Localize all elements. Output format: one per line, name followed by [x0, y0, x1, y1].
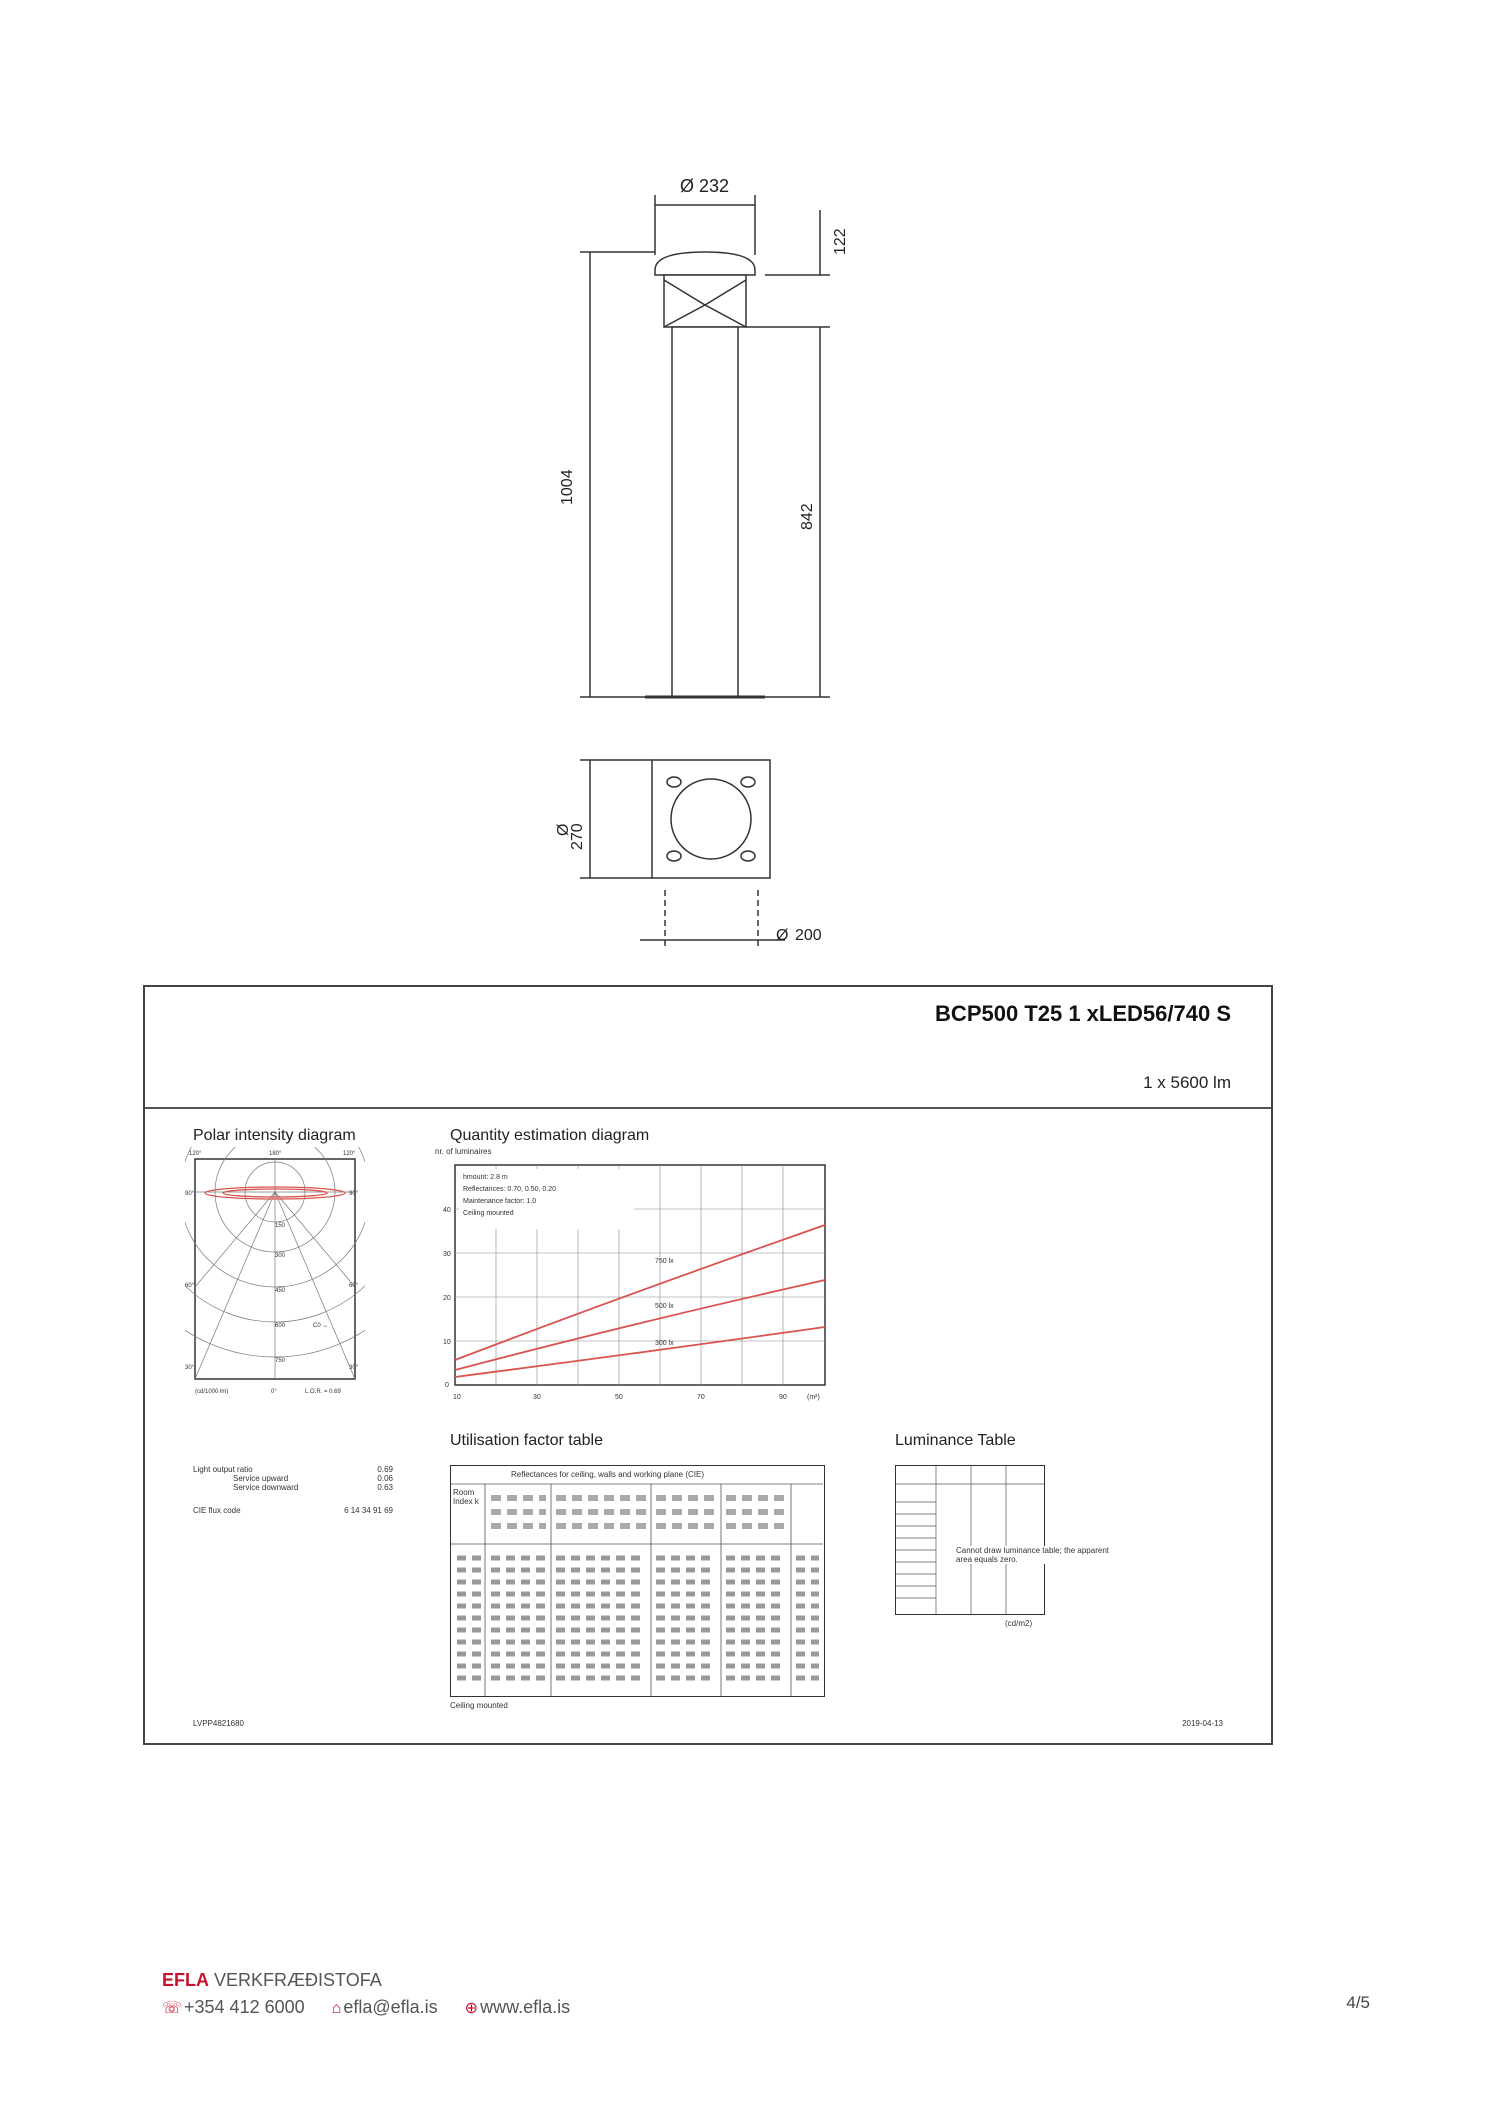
lor-label: Light output ratio — [193, 1465, 253, 1474]
dim-270: 270 — [569, 823, 586, 850]
service-up-row — [193, 1474, 393, 1483]
quantity-xtick-unit: (m²) — [807, 1394, 820, 1401]
uf-header: Reflectances for ceiling, walls and working plane (CIE) — [511, 1470, 704, 1479]
uf-footer: Ceiling mounted — [450, 1701, 508, 1710]
quantity-series-300: 300 lx — [655, 1340, 674, 1347]
datasheet-header — [145, 987, 1271, 1109]
lum-unit: (cd/m2) — [1005, 1619, 1033, 1628]
quantity-xtick-30: 30 — [533, 1394, 541, 1401]
lor-row — [193, 1465, 393, 1474]
polar-ring-2: 300 — [275, 1253, 286, 1259]
footer-phone[interactable]: +354 412 6000 — [184, 1997, 305, 2017]
lum-title: Luminance Table — [895, 1432, 1016, 1449]
product-title: BCP500 T25 1 xLED56/740 S — [935, 1001, 1231, 1026]
dim-842: 842 — [799, 503, 816, 530]
quantity-xtick-90: 90 — [779, 1394, 787, 1401]
quantity-note-4: Ceiling mounted — [463, 1210, 514, 1217]
polar-angle-bl: 30° — [185, 1365, 195, 1371]
lumen-output: 1 x 5600 lm — [1143, 1073, 1231, 1092]
polar-angle-lr: 60° — [349, 1283, 359, 1289]
dim-122: 122 — [832, 228, 849, 255]
sheet-code: LVPP4821680 — [193, 1719, 245, 1728]
polar-intensity-diagram — [185, 1147, 365, 1402]
polar-ring-4: 600 — [275, 1323, 286, 1329]
polar-footer-left: (cd/1000 lm) — [195, 1389, 229, 1395]
dim-200: 200 — [795, 927, 822, 944]
brand-logo: EFLA — [162, 1970, 209, 1990]
polar-angle-top: 180° — [269, 1151, 282, 1157]
dim-270-symbol: Ø — [555, 823, 572, 836]
light-output-block — [193, 1465, 393, 1515]
bollard-dimension-drawing — [540, 160, 880, 990]
quantity-title: Quantity estimation diagram — [450, 1127, 650, 1144]
polar-angle-mr: 90° — [349, 1191, 359, 1197]
service-up-value: 0.06 — [377, 1474, 393, 1483]
quantity-estimation-diagram — [425, 1155, 845, 1405]
quantity-ytick-20: 20 — [443, 1295, 451, 1302]
quantity-note-2: Reflectances: 0.70, 0.50, 0.20 — [463, 1186, 557, 1193]
polar-footer-right: L.O.R. = 0.69 — [305, 1389, 341, 1395]
page-number: 4/5 — [1346, 1993, 1370, 2012]
service-up-label: Service upward — [233, 1474, 289, 1483]
quantity-series-750: 750 lx — [655, 1258, 674, 1265]
quantity-note-1: hmount: 2.8 m — [463, 1174, 508, 1181]
quantity-ytick-40: 40 — [443, 1207, 451, 1214]
lor-value: 0.69 — [377, 1465, 393, 1474]
lum-message: Cannot draw luminance table; the apparent area equals zero. — [956, 1546, 1126, 1564]
footer-email[interactable]: efla@efla.is — [343, 1997, 438, 2017]
polar-angle-bottom: 0° — [271, 1389, 277, 1395]
polar-angle-tr: 120° — [343, 1151, 356, 1157]
dim-200-symbol: Ø — [776, 927, 789, 944]
dim-1004: 1004 — [559, 469, 576, 505]
service-down-value: 0.63 — [377, 1483, 393, 1492]
polar-angle-ll: 60° — [185, 1283, 195, 1289]
lum-table — [895, 1465, 1109, 1615]
globe-icon: ⊕ — [464, 2000, 479, 2017]
dim-diameter-top: Ø 232 — [680, 176, 730, 196]
phone-icon: ☏ — [162, 2000, 183, 2017]
footer-web[interactable]: www.efla.is — [480, 1997, 571, 2017]
cie-value: 6 14 34 91 69 — [344, 1506, 393, 1515]
polar-angle-br: 30° — [349, 1365, 359, 1371]
uf-title: Utilisation factor table — [450, 1432, 603, 1449]
uf-room-label: Room Index k — [453, 1488, 479, 1506]
polar-title: Polar intensity diagram — [193, 1127, 356, 1144]
polar-angle-tl: 120° — [189, 1151, 202, 1157]
quantity-xtick-10: 10 — [453, 1394, 461, 1401]
uf-table — [450, 1465, 825, 1697]
polar-ring-3: 450 — [275, 1288, 286, 1294]
cie-label: CIE flux code — [193, 1506, 241, 1515]
quantity-ylabel: nr. of luminaires — [435, 1147, 492, 1156]
cie-row — [193, 1506, 393, 1515]
home-icon: ⌂ — [331, 2000, 342, 2017]
sheet-date: 2019-04-13 — [1182, 1719, 1223, 1728]
polar-ring-1: 150 — [275, 1223, 286, 1229]
polar-ring-5: 750 — [275, 1358, 286, 1364]
quantity-series-500: 500 lx — [655, 1303, 674, 1310]
polar-angle-ml: 90° — [185, 1191, 195, 1197]
service-down-label: Service downward — [233, 1483, 299, 1492]
service-down-row — [193, 1483, 393, 1492]
uf-grid — [451, 1466, 823, 1696]
quantity-ytick-0: 0 — [445, 1382, 449, 1389]
brand-company: VERKFRÆÐISTOFA — [214, 1970, 382, 1990]
lum-grid — [896, 1466, 1044, 1614]
polar-c-label: C0 ↔ — [313, 1323, 329, 1329]
quantity-ytick-10: 10 — [443, 1339, 451, 1346]
quantity-xtick-70: 70 — [697, 1394, 705, 1401]
page-footer — [162, 1970, 570, 2018]
footer-contacts — [162, 1997, 570, 2018]
luminaire-datasheet — [143, 985, 1273, 1745]
footer-brand-line — [162, 1970, 570, 1991]
quantity-note-3: Maintenance factor: 1.0 — [463, 1198, 537, 1205]
quantity-ytick-30: 30 — [443, 1251, 451, 1258]
quantity-xtick-50: 50 — [615, 1394, 623, 1401]
